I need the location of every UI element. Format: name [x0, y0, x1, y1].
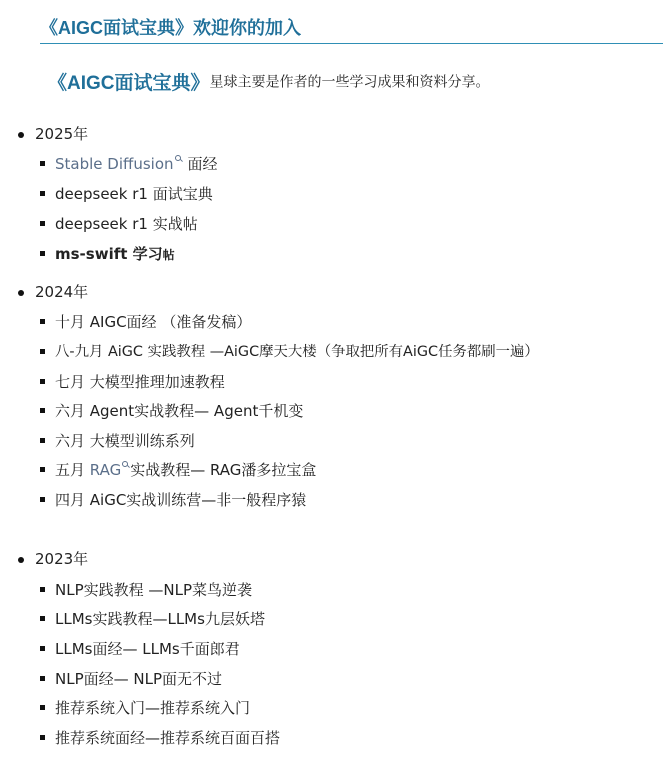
page-title: 《AIGC面试宝典》欢迎你的加入: [40, 18, 301, 38]
list-bullet: [40, 676, 45, 681]
year-label: 2024年: [35, 283, 89, 301]
list-item-text: 六月 Agent实战教程— Agent千机变: [55, 402, 304, 420]
list-bullet: [40, 408, 45, 413]
list-bullet: [40, 646, 45, 651]
list-bullet: [40, 705, 45, 710]
list-bullet: [40, 467, 45, 472]
list-bullet: [40, 251, 45, 256]
list-item-text: 推荐系统面经—推荐系统百面百搭: [55, 729, 281, 747]
year-label: 2025年: [35, 125, 89, 143]
list-bullet: [40, 319, 45, 324]
list-bullet: [40, 221, 45, 226]
list-item-text: 推荐系统入门—推荐系统入门: [55, 699, 251, 717]
list-item-text: deepseek r1 实战帖: [55, 215, 198, 233]
list-item-text: deepseek r1 面试宝典: [55, 185, 213, 203]
search-icon: [122, 461, 129, 468]
list-bullet: [40, 497, 45, 502]
list-item-text: NLP实践教程 —NLP菜鸟逆袭: [55, 581, 253, 599]
list-item-text: 六月 大模型训练系列: [55, 432, 195, 450]
search-icon: [175, 155, 182, 162]
list-item-small-text: 帖: [162, 248, 175, 262]
list-bullet: [40, 616, 45, 621]
intro-text: 星球主要是作者的一些学习成果和资料分享。: [209, 74, 490, 91]
list-bullet: [40, 191, 45, 196]
list-item-text: 七月 大模型推理加速教程: [55, 373, 225, 391]
list-bullet: [40, 161, 45, 166]
year-bullet: [18, 290, 24, 296]
list-item-text: NLP面经— NLP面无不过: [55, 670, 223, 688]
year-bullet: [18, 557, 24, 563]
stable-diffusion-link[interactable]: Stable Diffusion: [55, 155, 174, 173]
document-page: 《AIGC面试宝典》欢迎你的加入 《AIGC面试宝典》星球主要是作者的一些学习成果和资料分享。 2025年 Stable Diffusion 面经 deepseek r1 面试宝典 deepseek r1 实战帖 ms-swift 学习帖 2024年 十月 AIGC面经 （准备发稿） 八-九月 AiGC 实践教程 —AiGC摩天大楼（争取把所有AiGC任务都刷一遍） 七月 大模型推理加速教程 六月 Agent实战教程— Agent千机变 六月 大模型训练系列 五月 RAG 实战教程— RAG潘多拉宝盒 四月 AiGC实战训练营—非一般程序猿 2023年 NLP实践教程 —NLP菜鸟逆袭 LLMs实践教程—LLMs九层妖塔 LLMs面经— LLMs千面郎君 NLP面经— NLP面无不过 推荐系统入门—推荐系统入门 推荐系统面经—推荐系统百面百搭: [0, 0, 663, 770]
list-item-text: LLMs实践教程—LLMs九层妖塔: [55, 610, 265, 628]
rag-link[interactable]: RAG: [89, 461, 122, 479]
year-label: 2023年: [35, 550, 89, 568]
intro-paragraph: [48, 68, 490, 98]
list-bullet: [40, 438, 45, 443]
list-item-text: LLMs面经— LLMs千面郎君: [55, 640, 240, 658]
year-bullet: [18, 132, 24, 138]
list-bullet: [40, 735, 45, 740]
list-bullet: [40, 349, 45, 354]
list-item-bold-text: ms-swift 学习: [55, 245, 163, 263]
list-item-text: 八-九月 AiGC 实践教程 —AiGC摩天大楼（争取把所有AiGC任务都刷一遍）: [55, 344, 539, 360]
list-bullet: [40, 587, 45, 592]
list-item-text: 十月 AIGC面经 （准备发稿）: [55, 313, 252, 331]
page-heading: [40, 14, 663, 44]
list-item-text: 四月 AiGC实战训练营—非一般程序猿: [55, 491, 307, 509]
list-bullet: [40, 379, 45, 384]
intro-title: 《AIGC面试宝典》: [48, 73, 210, 94]
